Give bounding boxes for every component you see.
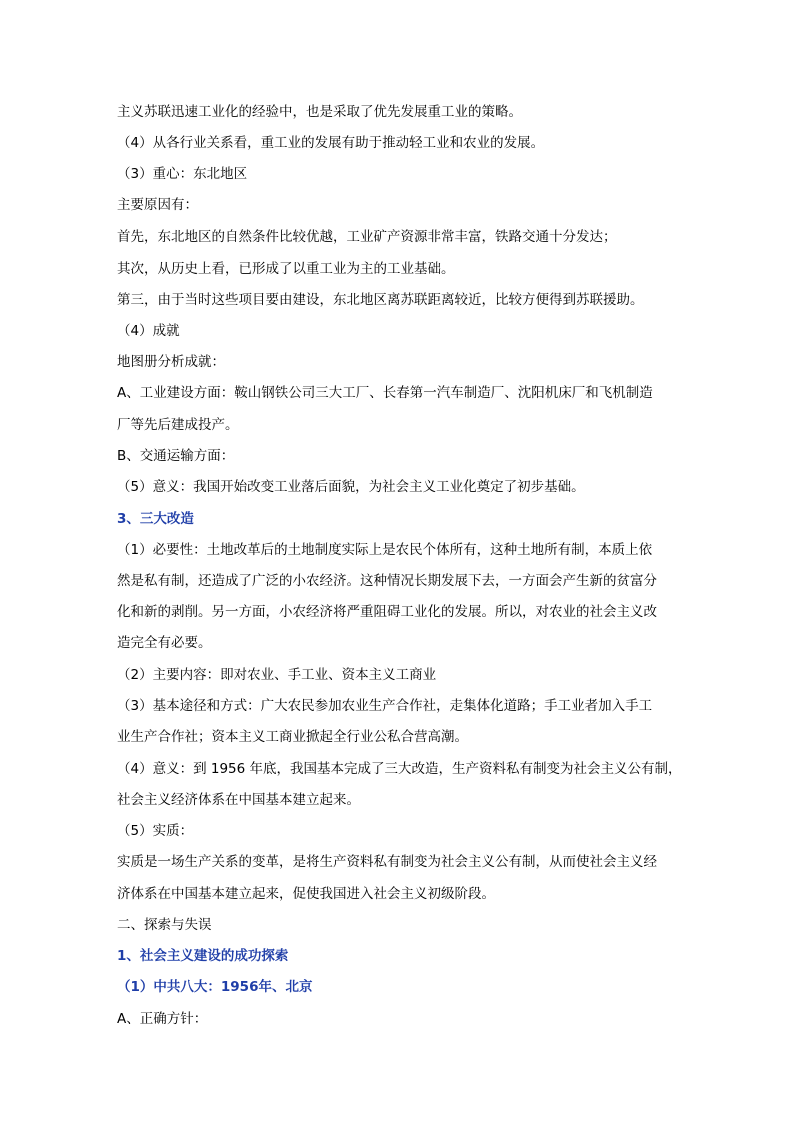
text-line: 其次，从历史上看，已形成了以重工业为主的工业基础。: [117, 261, 455, 277]
text-line: （3）基本途径和方式：广大农民参加农业生产合作社，走集体化道路；手工业者加入手工: [117, 698, 653, 714]
subsection-heading: （1）中共八大：1956年、北京: [117, 979, 313, 995]
text-line: 然是私有制，还造成了广泛的小农经济。这种情况长期发展下去，一方面会产生新的贫富分: [117, 573, 657, 589]
text-line: 地图册分析成就：: [117, 354, 225, 370]
text-line: A、正确方针：: [117, 1011, 208, 1027]
text-line: 实质是一场生产关系的变革，是将生产资料私有制变为社会主义公有制，从而使社会主义经: [117, 854, 657, 870]
text-line: （2）主要内容：即对农业、手工业、资本主义工商业: [117, 667, 437, 683]
text-line: 业生产合作社；资本主义工商业掀起全行业公私合营高潮。: [117, 729, 468, 745]
text-line: （4）从各行业关系看，重工业的发展有助于推动轻工业和农业的发展。: [117, 135, 545, 151]
text-line: （5）意义：我国开始改变工业落后面貌，为社会主义工业化奠定了初步基础。: [117, 479, 585, 495]
text-line: （1）必要性：土地改革后的土地制度实际上是农民个体所有，这种土地所有制，本质上依: [117, 542, 653, 558]
text-line: 造完全有必要。: [117, 635, 212, 651]
text-line: （5）实质：: [117, 823, 194, 839]
text-line: A、工业建设方面：鞍山钢铁公司三大工厂、长春第一汽车制造厂、沈阳机床厂和飞机制造: [117, 385, 653, 401]
text-line: 第三，由于当时这些项目要由建设，东北地区离苏联距离较近，比较方便得到苏联援助。: [117, 292, 644, 308]
text-line: （4）意义：到 1956 年底，我国基本完成了三大改造，生产资料私有制变为社会主义公有制，: [117, 761, 682, 777]
text-line: （3）重心：东北地区: [117, 166, 248, 182]
text-line: 主义苏联迅速工业化的经验中，也是采取了优先发展重工业的策略。: [117, 104, 522, 120]
text-line: 主要原因有：: [117, 197, 198, 213]
text-line: （4）成就: [117, 323, 180, 339]
text-line: 厂等先后建成投产。: [117, 417, 239, 433]
text-line: B、交通运输方面：: [117, 448, 235, 464]
text-line: 济体系在中国基本建立起来，促使我国进入社会主义初级阶段。: [117, 886, 495, 902]
text-line: 社会主义经济体系在中国基本建立起来。: [117, 792, 360, 808]
text-line: 化和新的剥削。另一方面，小农经济将严重阻碍工业化的发展。所以，对农业的社会主义改: [117, 604, 657, 620]
section-heading: 3、三大改造: [117, 511, 194, 527]
text-line: 首先，东北地区的自然条件比较优越，工业矿产资源非常丰富，铁路交通十分发达；: [117, 229, 617, 245]
subsection-heading: 1、社会主义建设的成功探索: [117, 948, 289, 964]
section-heading: 二、探索与失误: [117, 917, 212, 933]
